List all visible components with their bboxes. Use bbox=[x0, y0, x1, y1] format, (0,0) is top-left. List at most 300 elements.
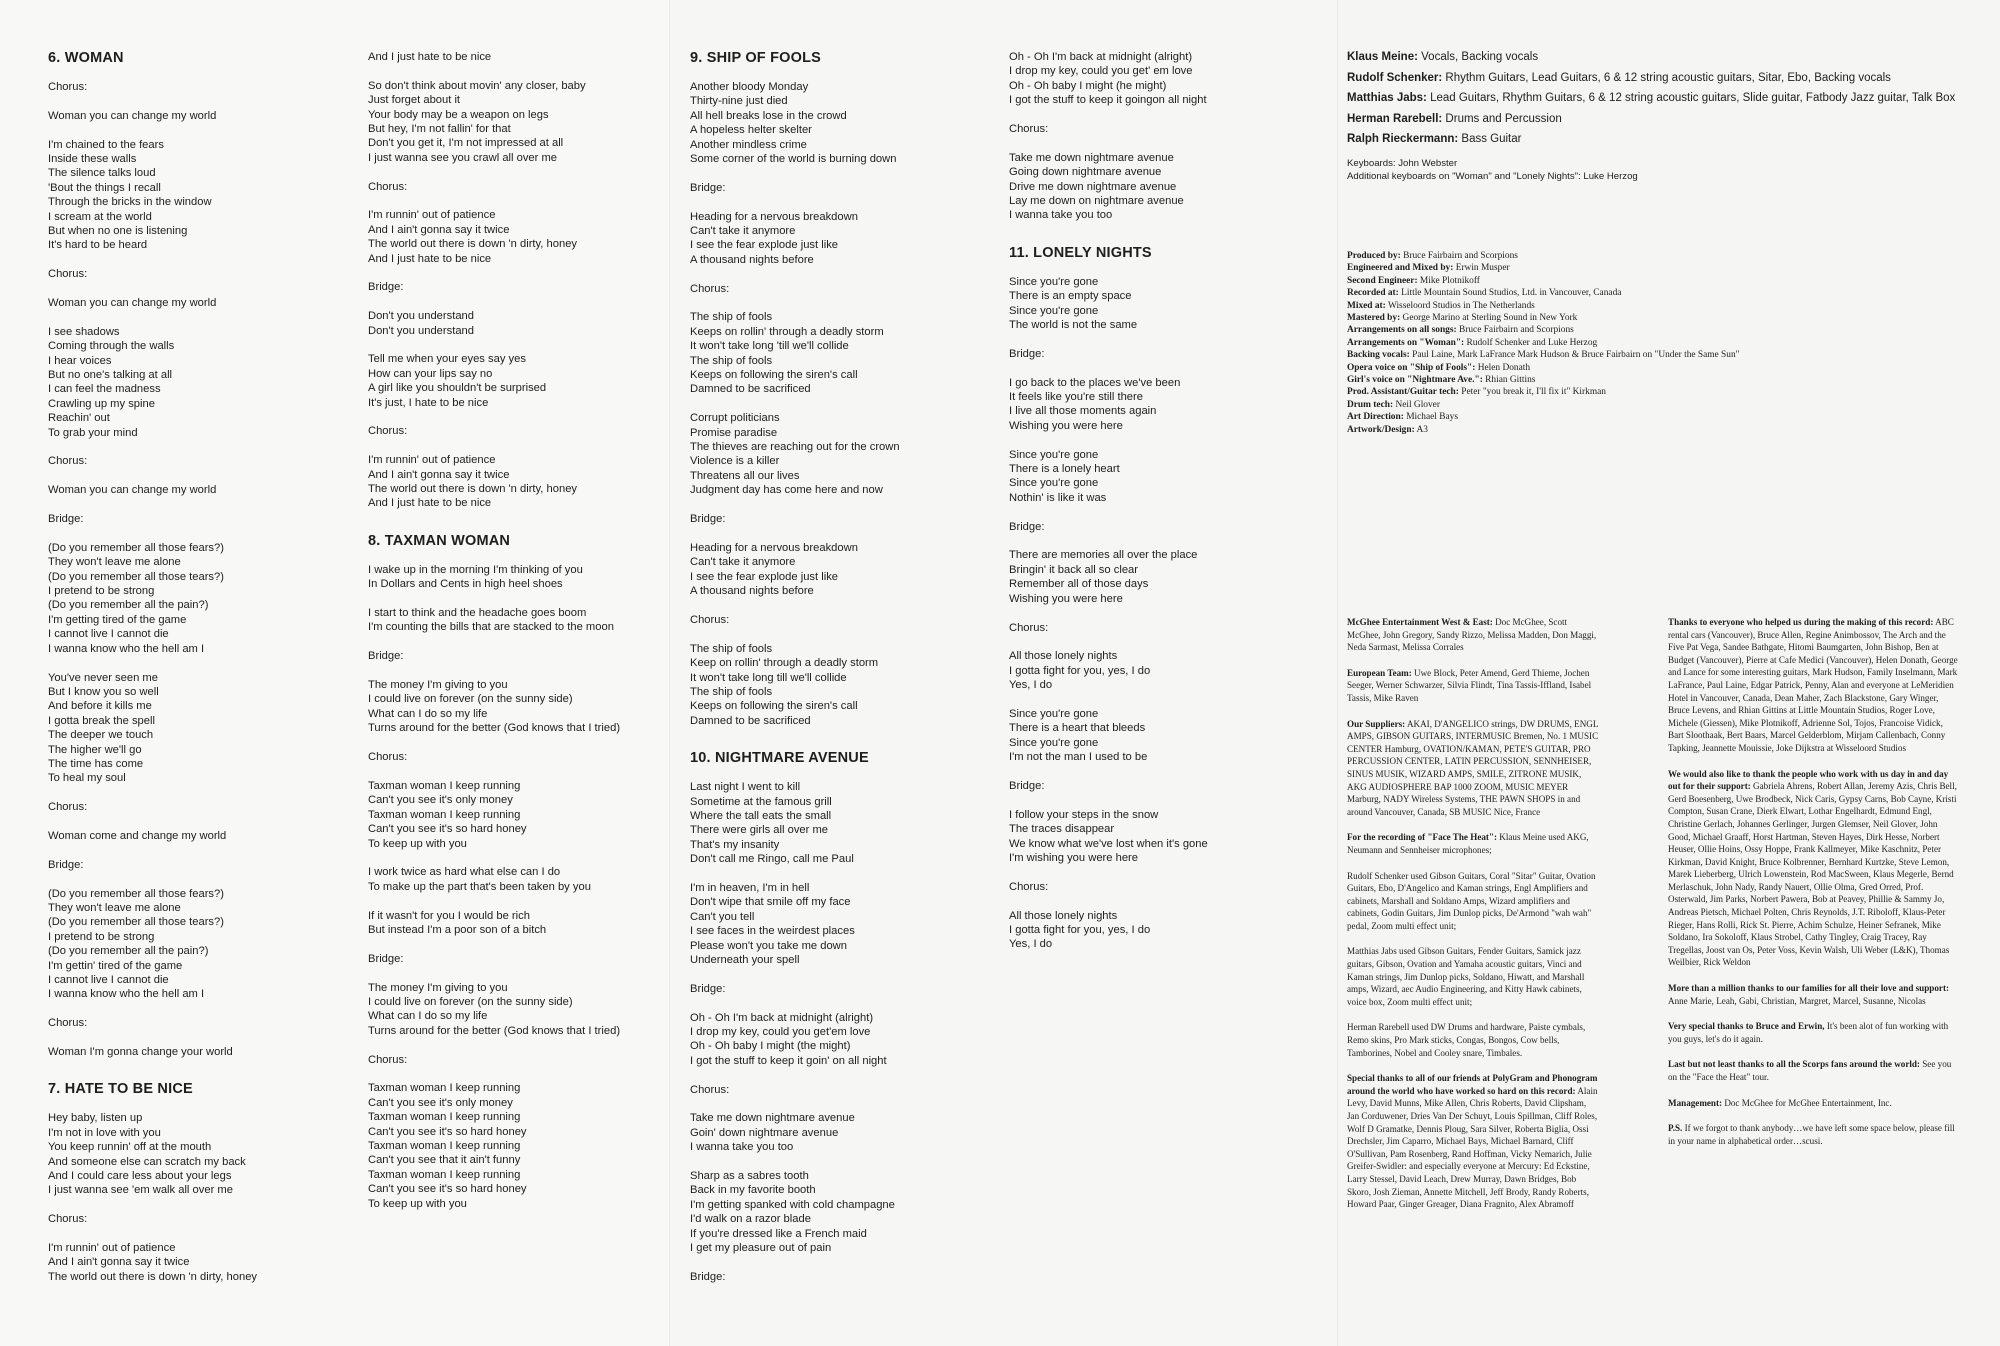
production-line bbox=[1347, 300, 1987, 312]
line-spacer bbox=[690, 1097, 1010, 1111]
section-label: Bridge: bbox=[48, 513, 84, 526]
lyric-line: And I just hate to be nice bbox=[368, 51, 492, 63]
lyric-line: All those lonely nights bbox=[1009, 650, 1118, 663]
thanks-paragraph bbox=[1347, 667, 1599, 705]
section-label: Chorus: bbox=[48, 801, 88, 814]
line-spacer bbox=[48, 282, 358, 296]
section-label: Chorus: bbox=[48, 268, 88, 281]
lyric-line: A hopeless helter skelter bbox=[690, 124, 812, 137]
section-label: Bridge: bbox=[368, 650, 404, 663]
lyric-line: I'd walk on a razor blade bbox=[690, 1213, 811, 1226]
lyric-line: Last night I went to kill bbox=[690, 781, 801, 794]
line-spacer bbox=[368, 966, 668, 980]
lyric-line: Since you're gone bbox=[1009, 477, 1099, 490]
lyric-line: But hey, I'm not fallin' for that bbox=[368, 123, 511, 136]
credit-key: Artwork/Design: bbox=[1347, 424, 1415, 435]
lyric-line: Wishing you were here bbox=[1009, 592, 1123, 605]
lyric-line: I gotta fight for you, yes, I do bbox=[1009, 664, 1151, 677]
line-spacer bbox=[368, 937, 668, 951]
lyric-line: Heading for a nervous breakdown bbox=[690, 541, 858, 554]
line-spacer bbox=[690, 296, 1010, 310]
song bbox=[1009, 245, 1329, 952]
lyric-line: Goin' down nightmare avenue bbox=[690, 1126, 839, 1139]
song-title: 8. TAXMAN WOMAN bbox=[368, 532, 511, 549]
line-spacer bbox=[690, 599, 1010, 613]
thanks-heading: Thanks to everyone who helped us during the making of this record: bbox=[1668, 617, 1934, 627]
lyric-line: I just wanna see 'em walk all over me bbox=[48, 1184, 233, 1197]
thanks-text: AKAI, D'ANGELICO strings, DW DRUMS, ENGL AMPS, GIBSON GUITARS, INTERMUSIC Bremen, No. 1 MUSIC CENTER Hamburg, OVATION/KAMAN, PETE'S GUITAR, PRO PERCUSSION CENTER, LATIN PERCUSSION, SENNHEISER, SINUS MUSIK, WIZARD AMPS, SMILE, ZITRONE MUSIK, AKG AUDIOSPHERE BAP 1000 ZOOM, MUSIC MEYER Marburg, NADY Wireless Systems, THE PAWN SHOPS in and around Vancouver, Canada, SB MUSIC Nice, France bbox=[1347, 718, 1599, 817]
lyric-line: Heading for a nervous breakdown bbox=[690, 210, 858, 223]
lyric-line: Can't you tell bbox=[690, 910, 755, 923]
production-line bbox=[1347, 337, 1987, 349]
line-spacer bbox=[48, 498, 358, 512]
credit-value: Neil Glover bbox=[1393, 399, 1440, 410]
line-spacer bbox=[690, 527, 1010, 541]
lyric-line: To grab your mind bbox=[48, 426, 138, 439]
credit-value: Rhian Gittins bbox=[1482, 375, 1536, 386]
lyric-line: Can't you see it's only money bbox=[368, 1096, 513, 1109]
lyric-line: And I could care less about your legs bbox=[48, 1170, 232, 1182]
production-line bbox=[1347, 399, 1987, 411]
credit-value: Mike Plotnikoff bbox=[1417, 275, 1480, 286]
line-spacer bbox=[48, 469, 358, 483]
line-spacer bbox=[1009, 136, 1329, 150]
thanks-paragraph bbox=[1668, 1058, 1958, 1083]
credit-key: Second Engineer: bbox=[1347, 275, 1418, 286]
lyric-line: But when no one is listening bbox=[48, 225, 188, 238]
credit-value: George Marino at Sterling Sound in New York bbox=[1400, 313, 1578, 324]
line-spacer bbox=[690, 166, 1010, 180]
lyric-line: All those lonely nights bbox=[1009, 909, 1118, 922]
credit-key: Prod. Assistant/Guitar tech: bbox=[1347, 387, 1459, 398]
member-role: Lead Guitars, Rhythm Guitars, 6 & 12 string acoustic guitars, Slide guitar, Fatbody Jazz guitar, Talk Box bbox=[1426, 92, 1956, 105]
thanks-paragraph bbox=[1347, 831, 1599, 856]
credit-key: Art Direction: bbox=[1347, 412, 1404, 423]
lyric-line: Can't take it anymore bbox=[690, 556, 796, 569]
credit-value: Wisseloord Studios in The Netherlands bbox=[1385, 300, 1535, 311]
thanks-paragraph bbox=[1347, 945, 1599, 1008]
lyric-line: Inside these walls bbox=[48, 153, 137, 165]
lyric-line: Tell me when your eyes say yes bbox=[368, 353, 526, 366]
line-spacer bbox=[1009, 505, 1329, 519]
line-spacer bbox=[368, 295, 668, 309]
line-spacer bbox=[368, 338, 668, 352]
lyric-line: I just wanna see you crawl all over me bbox=[368, 151, 558, 164]
lyric-line: I cannot live I cannot die bbox=[48, 973, 169, 986]
lyric-line: A thousand nights before bbox=[690, 585, 814, 598]
lyric-line: The thieves are reaching out for the crown bbox=[690, 441, 900, 454]
line-spacer bbox=[48, 1227, 358, 1241]
line-spacer bbox=[368, 664, 668, 678]
line-spacer bbox=[368, 1067, 668, 1081]
lyric-line: Violence is a killer bbox=[690, 455, 780, 468]
section-label: Chorus: bbox=[690, 282, 730, 295]
line-spacer bbox=[48, 843, 358, 857]
lyric-line: Damned to be sacrificed bbox=[690, 714, 811, 727]
lyric-line: Remember all of those days bbox=[1009, 578, 1149, 591]
song-title: 9. SHIP OF FOOLS bbox=[690, 50, 822, 66]
lyric-line: There were girls all over me bbox=[690, 824, 829, 837]
lyric-line: There is a lonely heart bbox=[1009, 463, 1120, 476]
line-spacer bbox=[690, 1068, 1010, 1082]
lyric-line: I drop my key, could you get' em love bbox=[1009, 65, 1193, 78]
lyric-line: If you're dressed like a French maid bbox=[690, 1227, 867, 1240]
thanks-text: Rudolf Schenker used Gibson Guitars, Coral "Sitar" Guitar, Ovation Guitars, Ebo, D'Angelico and Kaman strings, Engl Amplifiers and cabinets, Marshall and Soldano Amps, Wizard amplifiers and cabinets, Godin Guitars, Jim Dunlop picks, De'Armond "wah wah" pedal, Zoom multi effect unit; bbox=[1347, 870, 1596, 931]
thanks-text: Klaus Meine used AKG, Neumann and Sennheiser microphones; bbox=[1347, 832, 1589, 855]
line-spacer bbox=[368, 736, 668, 750]
lyric-line: I cannot live I cannot die bbox=[48, 628, 169, 641]
lyric-line: Keep on rollin' through a deadly storm bbox=[690, 657, 879, 670]
lyric-line: I drop my key, could you get'em love bbox=[690, 1026, 871, 1038]
lyric-line: I wanna know who the hell am I bbox=[48, 642, 205, 655]
line-spacer bbox=[368, 1038, 668, 1052]
lyric-line: Don't you understand bbox=[368, 324, 475, 337]
lyric-line: To keep up with you bbox=[368, 1197, 467, 1210]
member-name: Matthias Jabs: bbox=[1347, 92, 1427, 105]
thanks-paragraph bbox=[1347, 718, 1599, 819]
lyric-line: Your body may be a weapon on legs bbox=[368, 108, 549, 121]
lyric-line: I see the fear explode just like bbox=[690, 239, 839, 252]
lyric-line: You keep runnin' off at the mouth bbox=[48, 1141, 212, 1154]
lyric-line: I wanna take you too bbox=[1009, 209, 1113, 222]
section-label: Chorus: bbox=[48, 1017, 88, 1030]
lyric-line: Can't you see it's only money bbox=[368, 794, 513, 807]
lyric-line: Woman you can change my world bbox=[48, 297, 217, 310]
line-spacer bbox=[690, 498, 1010, 512]
lyric-line: I got the stuff to keep it goingon all night bbox=[1009, 94, 1207, 107]
song-spacer bbox=[368, 511, 668, 527]
lyric-line: Woman come and change my world bbox=[48, 829, 227, 842]
credit-key: Engineered and Mixed by: bbox=[1347, 263, 1454, 274]
section-label: Bridge: bbox=[690, 513, 726, 526]
lyric-line: Keeps on rollin' through a deadly storm bbox=[690, 325, 884, 338]
section-label: Bridge: bbox=[368, 281, 404, 294]
thanks-paragraph bbox=[1668, 982, 1958, 1007]
member-credit bbox=[1347, 50, 1977, 65]
lyric-line: We know what we've lost when it's gone bbox=[1009, 837, 1208, 850]
lyric-line: Just forget about it bbox=[368, 94, 461, 107]
lyric-line: 'Bout the things I recall bbox=[48, 181, 161, 194]
lyric-line: I see the fear explode just like bbox=[690, 570, 839, 583]
section-label: Chorus: bbox=[368, 425, 408, 438]
line-spacer bbox=[1009, 765, 1329, 779]
thanks-text: Anne Marie, Leah, Gabi, Christian, Margret, Marcel, Susanne, Nicolas bbox=[1668, 995, 1926, 1006]
section-label: Bridge: bbox=[48, 858, 84, 871]
line-spacer bbox=[48, 815, 358, 829]
lyric-line: If it wasn't for you I would be rich bbox=[368, 909, 530, 922]
lyric-line: To keep up with you bbox=[368, 837, 467, 850]
lyric-line: Damned to be sacrificed bbox=[690, 383, 811, 396]
line-spacer bbox=[48, 253, 358, 267]
lyrics-column-1 bbox=[48, 44, 358, 1284]
keyboards-credit bbox=[1347, 157, 1977, 183]
lyric-line: I'm wishing you were here bbox=[1009, 851, 1138, 864]
lyric-line: I start to think and the headache goes boom bbox=[368, 607, 587, 620]
production-credits bbox=[1347, 250, 1987, 436]
credit-value: Paul Laine, Mark LaFrance Mark Hudson & Bruce Fairbairn on "Under the Same Sun" bbox=[1409, 350, 1740, 361]
song-spacer bbox=[690, 728, 1010, 744]
lyric-line: The world out there is down 'n dirty, honey bbox=[368, 483, 578, 496]
member-name: Klaus Meine: bbox=[1347, 51, 1418, 63]
line-spacer bbox=[368, 635, 668, 649]
member-role: Bass Guitar bbox=[1458, 133, 1522, 146]
lyric-line: Sometime at the famous grill bbox=[690, 795, 832, 808]
line-spacer bbox=[48, 1198, 358, 1212]
thanks-heading: Last but not least thanks to all the Scorps fans around the world: bbox=[1668, 1059, 1920, 1070]
line-spacer bbox=[1009, 433, 1329, 447]
section-label: Chorus: bbox=[690, 1083, 730, 1096]
lyric-line: Another mindless crime bbox=[690, 138, 807, 151]
production-line bbox=[1347, 275, 1987, 287]
thanks-heading: McGhee Entertainment West & East: bbox=[1347, 617, 1493, 627]
line-spacer bbox=[368, 64, 668, 78]
lyric-line: I can feel the madness bbox=[48, 383, 161, 396]
lyric-line: Oh - Oh I'm back at midnight (alright) bbox=[690, 1011, 874, 1024]
section-label: Chorus: bbox=[48, 1213, 88, 1226]
lyric-line: Since you're gone bbox=[1009, 304, 1099, 317]
thanks-heading: Special thanks to all of our friends at PolyGram and Phonogram around the world who have worked so hard on this record: bbox=[1347, 1073, 1598, 1096]
thanks-paragraph bbox=[1668, 768, 1958, 970]
lyric-line: Through the bricks in the window bbox=[48, 196, 212, 209]
lyric-line: Since you're gone bbox=[1009, 448, 1099, 461]
lyric-line: Woman I'm gonna change your world bbox=[48, 1045, 233, 1058]
production-line bbox=[1347, 287, 1987, 299]
lyric-line: Don't call me Ringo, call me Paul bbox=[690, 853, 854, 866]
member-name: Ralph Rieckermann: bbox=[1347, 133, 1459, 146]
section-label: Chorus: bbox=[368, 751, 408, 764]
section-label: Bridge: bbox=[690, 1270, 726, 1283]
member-credit bbox=[1347, 71, 1977, 86]
thanks-text: Alain Levy, David Munns, Mike Allen, Chris Roberts, David Clipsham, Jan Corduwener, Dries Van Der Schuyt, Louis Spillman, Cliff Roles, Wolf D Gramatke, Dennis Ploug, Sara Silver, Roberta Biglia, Ossi Drechsler, Jim Caparro, Michael Bays, Michael Barnard, Cliff O'Sullivan, Pam Rosenberg, Rand Hoffman, Vicky Nemarich, Julie Greifer-Swidler: and especially everyone at Mercury: Ed Eckstine, Larry Stessel, David Leach, Drew Murray, Dawn Bridges, Bob Skoro, Josh Zieman, Annette Mitchell, Jeff Brody, Randy Roberts, Howard Paar, Ginger Greager, Diana Fragnito, Alex Abramoff bbox=[1347, 1085, 1598, 1210]
lyric-line: The deeper we touch bbox=[48, 729, 154, 742]
lyric-line: (Do you remember all those fears?) bbox=[48, 887, 224, 900]
section-label: Bridge: bbox=[1009, 347, 1045, 360]
lyric-line: Yes, I do bbox=[1009, 938, 1053, 951]
lyric-line: Bringin' it back all so clear bbox=[1009, 563, 1138, 576]
lyric-line: I wanna know who the hell am I bbox=[48, 988, 205, 1001]
production-line bbox=[1347, 312, 1987, 324]
thanks-paragraph bbox=[1347, 1021, 1599, 1059]
credit-key: Produced by: bbox=[1347, 251, 1401, 261]
member-role: Drums and Percussion bbox=[1442, 112, 1562, 125]
thanks-heading: Our Suppliers: bbox=[1347, 718, 1406, 729]
thanks-text: Uwe Block, Peter Amend, Gerd Thieme, Jochen Seeger, Werner Schwarzer, Silvia Flindt, Tina Tassis-Iffland, Isabel Tassis, Mike Raven bbox=[1347, 667, 1592, 703]
lyric-line: Wishing you were here bbox=[1009, 419, 1123, 432]
lyric-line: Oh - Oh baby I might (he might) bbox=[1009, 79, 1167, 92]
lyric-line: The ship of fools bbox=[690, 354, 773, 367]
lyric-line: Corrupt politicians bbox=[690, 412, 780, 425]
lyric-line: To make up the part that's been taken by you bbox=[368, 880, 591, 893]
lyric-line: The world is not the same bbox=[1009, 319, 1138, 332]
line-spacer bbox=[368, 194, 668, 208]
thanks-left-column bbox=[1347, 616, 1599, 1224]
line-spacer bbox=[690, 267, 1010, 281]
lyric-line: Can't take it anymore bbox=[690, 225, 796, 238]
lyric-line: And I just hate to be nice bbox=[368, 252, 492, 265]
thanks-paragraph bbox=[1347, 1072, 1599, 1211]
lyric-line: I wanna take you too bbox=[690, 1141, 794, 1154]
thanks-right-column bbox=[1668, 616, 1958, 1160]
keyboards-line: Keyboards: John Webster bbox=[1347, 157, 1458, 169]
lyric-line: That's my insanity bbox=[690, 838, 780, 851]
lyric-line: I'm in heaven, I'm in hell bbox=[690, 881, 810, 894]
line-spacer bbox=[690, 1255, 1010, 1269]
lyric-line: Woman you can change my world bbox=[48, 484, 217, 497]
lyric-line: Oh - Oh I'm back at midnight (alright) bbox=[1009, 51, 1193, 63]
section-label: Bridge: bbox=[368, 952, 404, 965]
line-spacer bbox=[1009, 332, 1329, 346]
line-spacer bbox=[48, 310, 358, 324]
thanks-heading: We would also like to thank the people who work with us day in and day out for their support: bbox=[1668, 768, 1949, 792]
lyric-line: Crawling up my spine bbox=[48, 397, 155, 410]
production-line bbox=[1347, 374, 1987, 386]
section-label: Bridge: bbox=[690, 982, 726, 995]
section-label: Bridge: bbox=[690, 181, 726, 194]
lyric-line: (Do you remember all the pain?) bbox=[48, 945, 209, 958]
thanks-heading: European Team: bbox=[1347, 667, 1412, 678]
section-label: Chorus: bbox=[1009, 621, 1049, 634]
lyric-line: I gotta break the spell bbox=[48, 714, 155, 727]
line-spacer bbox=[1009, 108, 1329, 122]
song-spacer bbox=[48, 1059, 358, 1075]
lyric-line: How can your lips say no bbox=[368, 367, 493, 380]
production-line bbox=[1347, 250, 1987, 262]
lyric-line: I'm getting spanked with cold champagne bbox=[690, 1198, 895, 1211]
line-spacer bbox=[368, 851, 668, 865]
section-label: Bridge: bbox=[1009, 520, 1045, 533]
lyric-line: I follow your steps in the snow bbox=[1009, 808, 1159, 821]
lyric-line: Coming through the walls bbox=[48, 340, 175, 353]
lyric-line: And before it kills me bbox=[48, 700, 152, 713]
lyric-line: The world out there is down 'n dirty, honey bbox=[48, 1270, 258, 1283]
song bbox=[690, 750, 1010, 1284]
lyric-line: A thousand nights before bbox=[690, 253, 814, 266]
credit-key: Drum tech: bbox=[1347, 399, 1394, 410]
lyric-line: I scream at the world bbox=[48, 210, 152, 223]
song-title: 10. NIGHTMARE AVENUE bbox=[690, 750, 869, 767]
lyrics-column-4 bbox=[1009, 50, 1329, 952]
thanks-text: Matthias Jabs used Gibson Guitars, Fender Guitars, Samick jazz guitars, Gibson, Ovation and Yamaha acoustic guitars, Vinci and Kaman strings, Jim Dunlop picks, Soldano, Hiwatt, and Marshall amps, Wizard, aec Audio Engineering, and Kitty Hawk cabinets, voice box, Zoom multi effect unit; bbox=[1347, 946, 1585, 1007]
credit-value: Erwin Musper bbox=[1453, 263, 1510, 274]
line-spacer bbox=[48, 1002, 358, 1016]
lyric-line: I gotta fight for you, yes, I do bbox=[1009, 923, 1151, 936]
lyric-line: It won't take long 'till we'll collide bbox=[690, 340, 849, 353]
lyric-line: The time has come bbox=[48, 757, 144, 770]
credit-key: Opera voice on "Ship of Fools": bbox=[1347, 362, 1476, 373]
lyric-line: Taxman woman I keep running bbox=[368, 808, 521, 821]
member-credit bbox=[1347, 112, 1977, 127]
credit-key: Arrangements on all songs: bbox=[1347, 325, 1457, 336]
line-spacer bbox=[48, 786, 358, 800]
lyric-line: Since you're gone bbox=[1009, 736, 1099, 749]
lyric-line: All hell breaks lose in the crowd bbox=[690, 109, 847, 122]
lyric-line: I'm runnin' out of patience bbox=[368, 454, 496, 467]
lyric-line: I could live on forever (on the sunny side) bbox=[368, 995, 573, 1008]
lyric-line: Taxman woman I keep running bbox=[368, 1139, 521, 1152]
lyric-line: There are memories all over the place bbox=[1009, 549, 1198, 562]
song bbox=[48, 1081, 358, 1284]
line-spacer bbox=[368, 592, 668, 606]
lyrics-column-2 bbox=[368, 50, 668, 1211]
credit-value: A3 bbox=[1414, 424, 1428, 435]
keyboards-line: Additional keyboards on "Woman" and "Lonely Nights": Luke Herzog bbox=[1347, 170, 1638, 182]
lyric-line: But I know you so well bbox=[48, 685, 159, 698]
production-line bbox=[1347, 362, 1987, 374]
lyric-line: They won't leave me alone bbox=[48, 901, 181, 914]
thanks-text: See you on the "Face the Heat" tour. bbox=[1668, 1059, 1952, 1082]
thanks-text: ABC rental cars (Vancouver), Bruce Allen, Regine Animbossov, The Arch and the Five Pat Vega, Sandee Bathgate, Hitomi Baumgarten, John Bishop, Ben at Budget (Vancouver), Pierre at Cafe Medici (Vancouver), Helen Donath, George and Lance for some interesting guitars, Mark Hudson, Family Inselmann, Mark LaFrance, Paul Laine, Edgar Patrick, Penny, Alan and everyone at LeMeridien Hotel in Vancouver, Canada, Dean Maher, Zach Blackstone, Gary Winger, Bruce Levens, and Rhian Gittins at Little Mountain Studios, Roger Love, Michele (Giessen), Mike Plotnikoff, Adrienne Sol, Tojos, Francoise Vidick, Bart Sloothaak, Bert Baars, Marcel Gelderblom, Mirjam Callenbach, Conny Tapking, Jeannette Mouissie, Joke Dijkstra at Wisseloord Studios bbox=[1668, 617, 1958, 753]
lyric-line: I'm not the man I used to be bbox=[1009, 751, 1148, 764]
lyric-line: It feels like you're still there bbox=[1009, 391, 1143, 404]
song-spacer bbox=[1009, 223, 1329, 239]
lyric-line: Sharp as a sabres tooth bbox=[690, 1170, 809, 1183]
song bbox=[690, 50, 1010, 728]
thanks-text: Herman Rarebell used DW Drums and hardware, Paiste cymbals, Remo skins, Pro Mark sticks, Congas, Bongos, Cow bells, Tamborines, Nobel and Cooley snare, Timbales. bbox=[1347, 1022, 1586, 1058]
line-spacer bbox=[48, 656, 358, 670]
production-line bbox=[1347, 262, 1987, 274]
lyric-line: I'm chained to the fears bbox=[48, 138, 164, 151]
lyric-line: Don't you get it, I'm not impressed at all bbox=[368, 137, 564, 150]
thanks-text: Gabriela Ahrens, Robert Allan, Jeremy Azis, Chris Bell, Gerd Boesenberg, Uwe Brodbeck, Nick Caris, Gypsy Carns, Bob Cayne, Kristi Compton, Susan Crane, Dierk Elwart, Lothar Engelhardt, Edmund Engl, Christine Gerlach, Johannes Gerlinger, Jurgen Glemser, Neil Glover, John Good, Michael Graaff, Horst Hartman, Steven Hayes, Dirk Hesse, Norbert Heuser, Ollie Hoins, Ossy Hoppe, Frank Kallmeyer, Mike Kaschnitz, Peter Kirkman, David Knight, Bruce Kolbrenner, Bernhard Kurtzke, Steve Lemon, Marek Lieberberg, Ulrich Lowenstein, Rod MacSween, Klaus Megerle, Bernd Merlaschuk, John Nady, Randy Nauert, Ollie Olma, Gred Orred, Prof. Osterwald, Jim Parks, Norbert Pawera, Bob at Peavey, Phillie & Sammy Jo, Andreas Pietsch, Michael Polten, Chris Reynolds, J.T. Riboloff, Klaus-Peter Rieger, Hans Rolli, Rick St. Pierre, Achim Schulze, Heiner Sefranek, Mike Soldano, Ira Sokoloff, Klaus Strobel, Cathy Tingley, Craig Tracey, Ray Tregellas, Joost van Os, Peter Voss, Kevin Walsh, Uli Weber (L&K), Thomas Weilbier, Rick Weldon bbox=[1668, 781, 1957, 968]
line-spacer bbox=[368, 894, 668, 908]
credit-value: Rudolf Schenker and Luke Herzog bbox=[1464, 337, 1598, 348]
lyric-line: You've never seen me bbox=[48, 671, 158, 684]
lyrics-column-3 bbox=[690, 44, 1010, 1284]
lyric-line: Since you're gone bbox=[1009, 707, 1099, 720]
song-title: 7. HATE TO BE NICE bbox=[48, 1081, 193, 1098]
lyric-line: (Do you remember all those fears?) bbox=[48, 541, 224, 554]
lyric-line: And I ain't gonna say it twice bbox=[368, 223, 510, 236]
credit-value: Bruce Fairbairn and Scorpions bbox=[1456, 325, 1574, 336]
member-name: Herman Rarebell: bbox=[1347, 112, 1443, 125]
lyric-line: (Do you remember all the pain?) bbox=[48, 599, 209, 612]
lyric-line: Turns around for the better (God knows that I tried) bbox=[368, 1024, 621, 1037]
line-spacer bbox=[690, 967, 1010, 981]
line-spacer bbox=[1009, 361, 1329, 375]
lyric-line: They won't leave me alone bbox=[48, 556, 181, 569]
lyric-line: I could live on forever (on the sunny side) bbox=[368, 693, 573, 706]
lyric-line: And I just hate to be nice bbox=[368, 497, 492, 510]
line-spacer bbox=[1009, 693, 1329, 707]
line-spacer bbox=[1009, 793, 1329, 807]
lyric-line: Nothin' is like it was bbox=[1009, 491, 1107, 504]
production-line bbox=[1347, 324, 1987, 336]
lyric-line: The money I'm giving to you bbox=[368, 679, 508, 692]
lyric-line: Underneath your spell bbox=[690, 954, 800, 966]
member-credit bbox=[1347, 132, 1977, 147]
lyric-line: But instead I'm a poor son of a bitch bbox=[368, 923, 547, 936]
credit-value: Bruce Fairbairn and Scorpions bbox=[1400, 251, 1518, 261]
section-label: Bridge: bbox=[1009, 779, 1045, 792]
credit-key: Mastered by: bbox=[1347, 313, 1401, 324]
credit-value: Helen Donath bbox=[1475, 362, 1531, 373]
lyric-line: I hear voices bbox=[48, 354, 112, 367]
lyric-line: Going down nightmare avenue bbox=[1009, 166, 1162, 179]
lyric-line: Thirty-nine just died bbox=[690, 95, 788, 108]
credit-key: Recorded at: bbox=[1347, 288, 1399, 299]
lyric-line: Don't you understand bbox=[368, 310, 475, 323]
line-spacer bbox=[1009, 865, 1329, 879]
lyric-line: Take me down nightmare avenue bbox=[1009, 151, 1174, 164]
lyric-line: I'm runnin' out of patience bbox=[48, 1242, 176, 1254]
lyric-line: Drive me down nightmare avenue bbox=[1009, 180, 1177, 193]
lyric-line: Some corner of the world is burning down bbox=[690, 153, 897, 166]
lyric-line: Hey baby, listen up bbox=[48, 1112, 143, 1125]
lyric-line: There is a heart that bleeds bbox=[1009, 722, 1146, 735]
line-spacer bbox=[1009, 606, 1329, 620]
lyric-line: I'm runnin' out of patience bbox=[368, 209, 496, 222]
production-line bbox=[1347, 411, 1987, 423]
